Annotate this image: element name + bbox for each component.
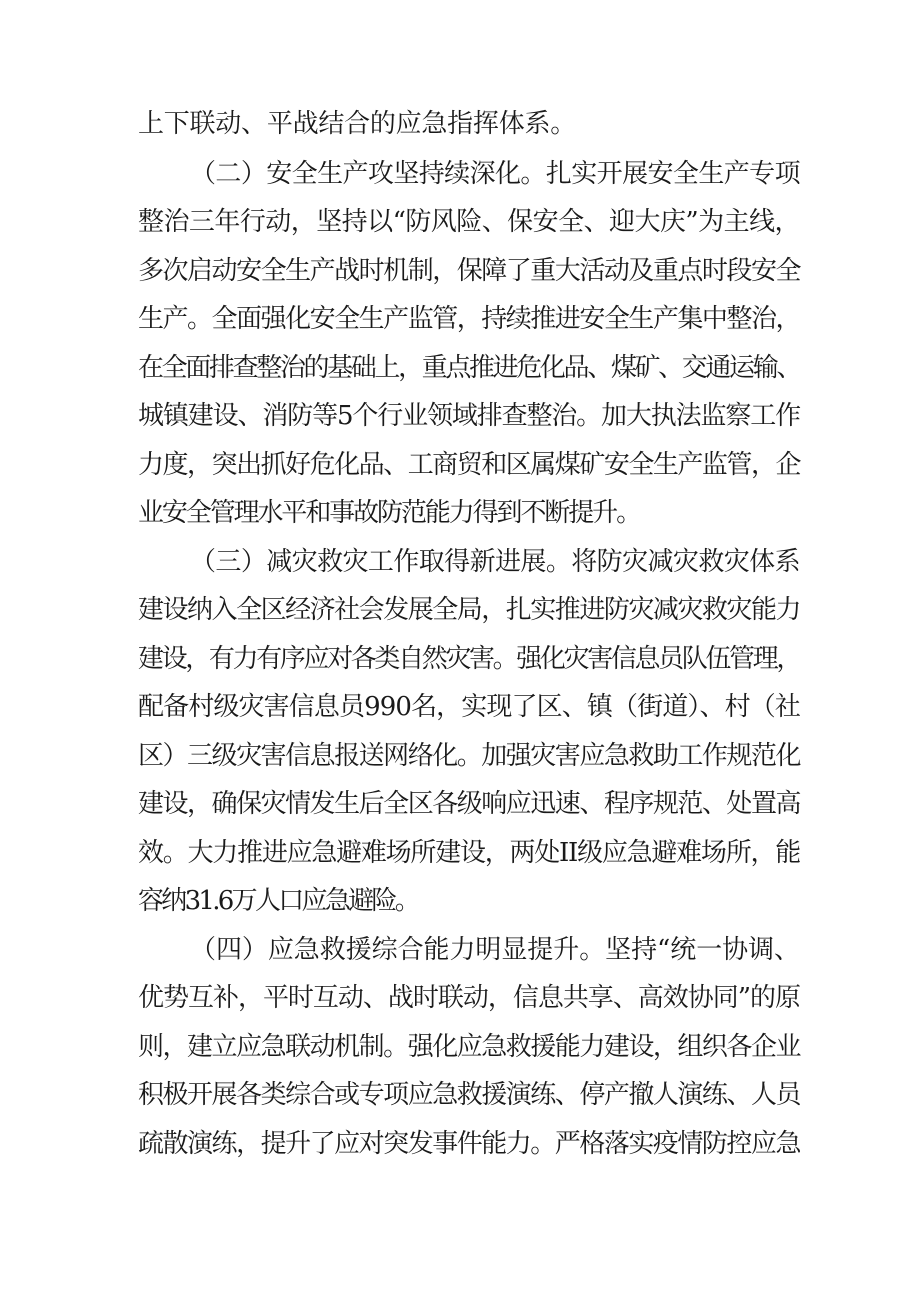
line-text: 建设纳入全区经济社会发展全局，扎实推进防灾减灾救灾能力 [138, 595, 800, 625]
text-line [0, 1121, 920, 1167]
line-text: 城镇建设、消防等5个行业领域排查整治。加大执法监察工作 [138, 401, 800, 431]
line-text: 在全面排查整治的基础上，重点推进危化品、煤矿、交通运输、 [138, 353, 800, 383]
text-line [0, 975, 920, 1021]
text-line [0, 248, 920, 294]
text-line [0, 927, 920, 973]
text-line [0, 781, 920, 827]
line-text: 建设，确保灾情发生后全区各级响应迅速、程序规范、处置高 [138, 789, 800, 819]
line-text: （四）应急救援综合能力明显提升。坚持“统一协调、 [190, 935, 800, 965]
text-line [0, 878, 920, 924]
line-text: （三）减灾救灾工作取得新进展。将防灾减灾救灾体系 [190, 547, 800, 577]
line-text: 整治三年行动，坚持以“防风险、保安全、迎大庆”为主线， [138, 207, 800, 237]
text-line [0, 296, 920, 342]
text-line [0, 1072, 920, 1118]
line-text: 业安全管理水平和事故防范能力得到不断提升。 [138, 498, 640, 528]
text-line [0, 345, 920, 391]
line-text: 容纳31.6万人口应急避险。 [138, 886, 418, 916]
line-text: 配备村级灾害信息员990名，实现了区、镇（街道）、村（社 [138, 692, 800, 722]
text-line [0, 393, 920, 439]
text-line [0, 539, 920, 585]
line-text: 多次启动安全生产战时机制，保障了重大活动及重点时段安全 [138, 256, 800, 286]
text-line [0, 1024, 920, 1070]
line-text: 则，建立应急联动机制。强化应急救援能力建设，组织各企业 [138, 1032, 800, 1062]
line-text: 效。大力推进应急避难场所建设，两处II级应急避难场所，能 [138, 838, 800, 868]
text-line [0, 636, 920, 682]
text-line [0, 101, 920, 147]
line-text: 区）三级灾害信息报送网络化。加强灾害应急救助工作规范化 [138, 741, 800, 771]
line-text: 建设，有力有序应对各类自然灾害。强化灾害信息员队伍管理， [138, 644, 800, 674]
line-text: （二）安全生产攻坚持续深化。扎实开展安全生产专项 [190, 159, 800, 189]
line-text: 疏散演练，提升了应对突发事件能力。严格落实疫情防控应急 [138, 1129, 800, 1159]
text-line [0, 587, 920, 633]
line-text: 力度，突出抓好危化品、工商贸和区属煤矿安全生产监管，企 [138, 450, 800, 480]
text-line [0, 151, 920, 197]
line-text: 积极开展各类综合或专项应急救援演练、停产撤人演练、人员 [138, 1080, 800, 1110]
line-text: 生产。全面强化安全生产监管，持续推进安全生产集中整治， [138, 304, 800, 334]
text-line [0, 442, 920, 488]
text-line [0, 199, 920, 245]
text-line [0, 733, 920, 779]
line-text: 优势互补，平时互动、战时联动，信息共享、高效协同”的原 [138, 983, 800, 1013]
text-line [0, 830, 920, 876]
line-text: 上下联动、平战结合的应急指挥体系。 [138, 109, 576, 139]
text-line [0, 490, 920, 536]
text-line [0, 684, 920, 730]
